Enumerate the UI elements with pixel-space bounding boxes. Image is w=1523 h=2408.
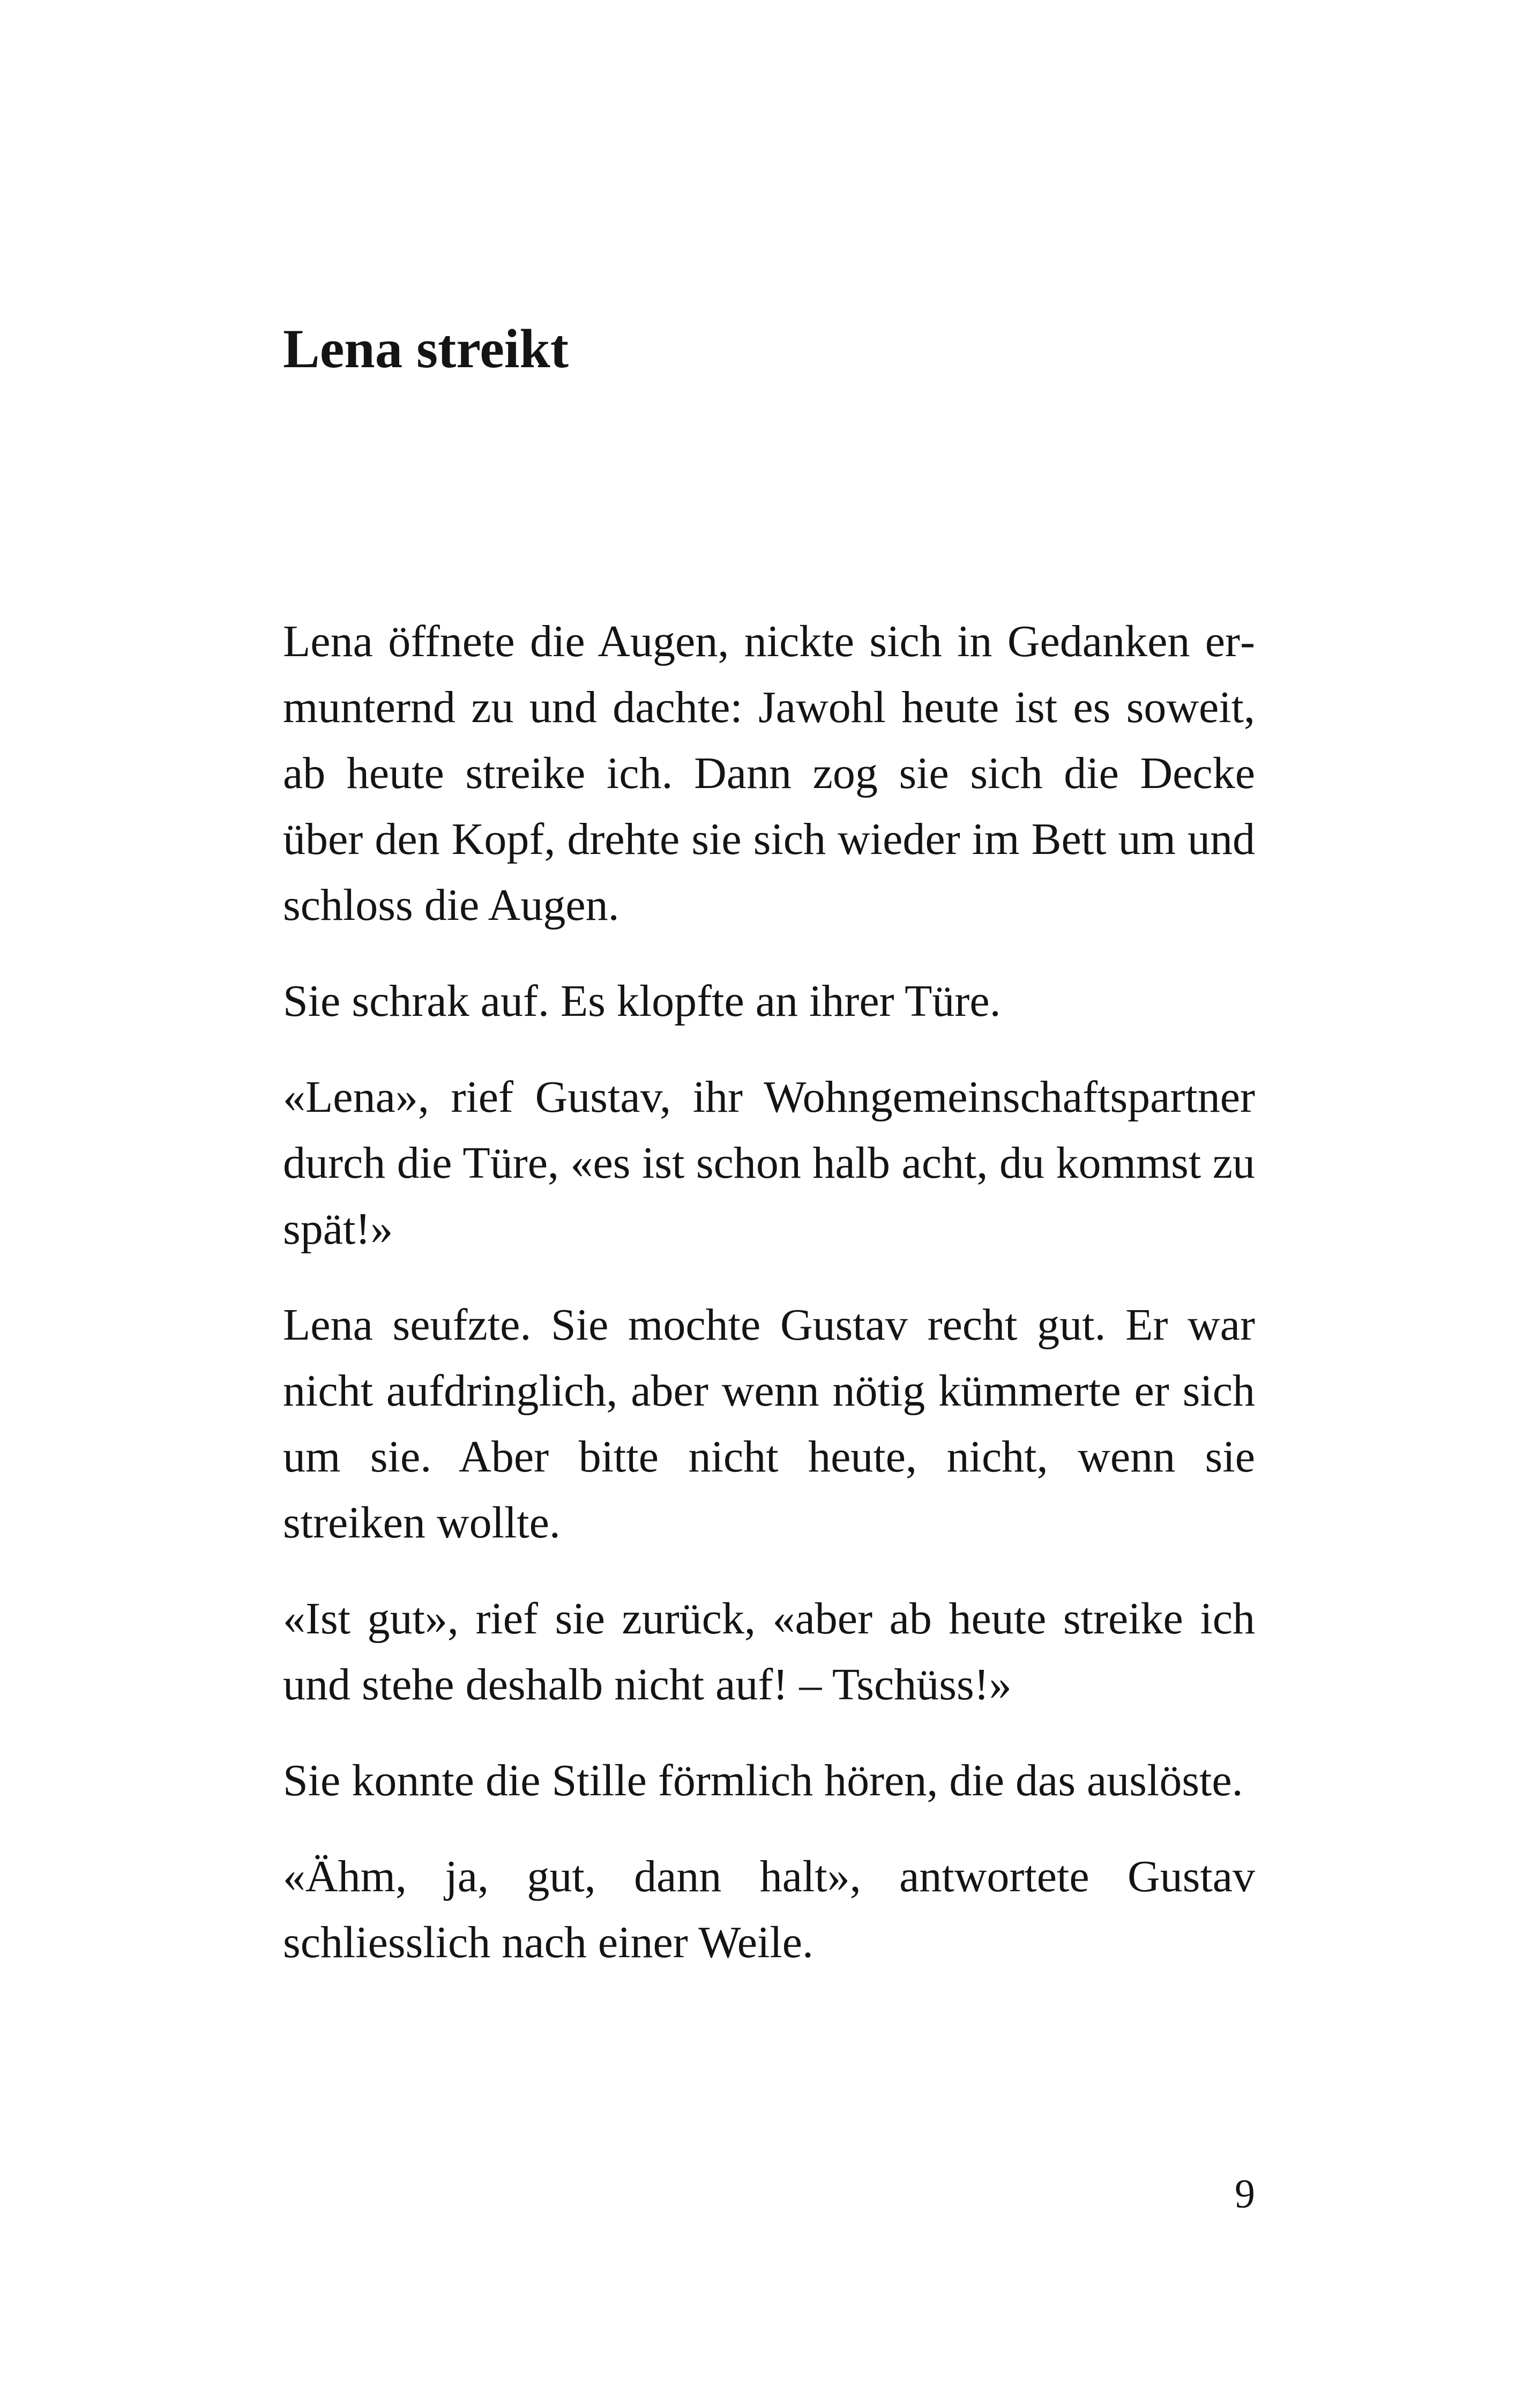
chapter-title: Lena streikt: [283, 318, 569, 380]
paragraph: Lena seufzte. Sie mochte Gustav recht gut. Er war nicht aufdringlich, aber wenn nötig kümmerte er sich um sie. Aber bitte nicht heute, nicht, wenn sie streiken wollte.: [283, 1300, 1255, 1548]
page-number: 9: [1235, 2172, 1255, 2217]
paragraph: Sie schrak auf. Es klopfte an ihrer Türe.: [283, 976, 1001, 1026]
body-text: [283, 608, 1255, 2005]
paragraph: Sie konnte die Stille förmlich hören, die das auslöste.: [283, 1756, 1243, 1805]
paragraph: «Lena», rief Gustav, ihr Wohngemeinschaftspartner durch die Türe, «es ist schon halb acht, du kommst zu spät!»: [283, 1072, 1255, 1254]
paragraph: «Ist gut», rief sie zurück, «aber ab heute streike ich und stehe deshalb nicht auf! – Tschüss!»: [283, 1594, 1255, 1710]
paragraph: «Ähm, ja, gut, dann halt», antwortete Gustav schliesslich nach einer Weile.: [283, 1852, 1255, 1967]
paragraph: Lena öffnete die Augen, nickte sich in Gedanken ermunternd zu und dachte: Jawohl heute ist es soweit, ab heute streike ich. Dann zog sie sich die Decke über den Kopf, drehte sie sich wieder im Bett um und schloss die Augen.: [283, 616, 1255, 930]
